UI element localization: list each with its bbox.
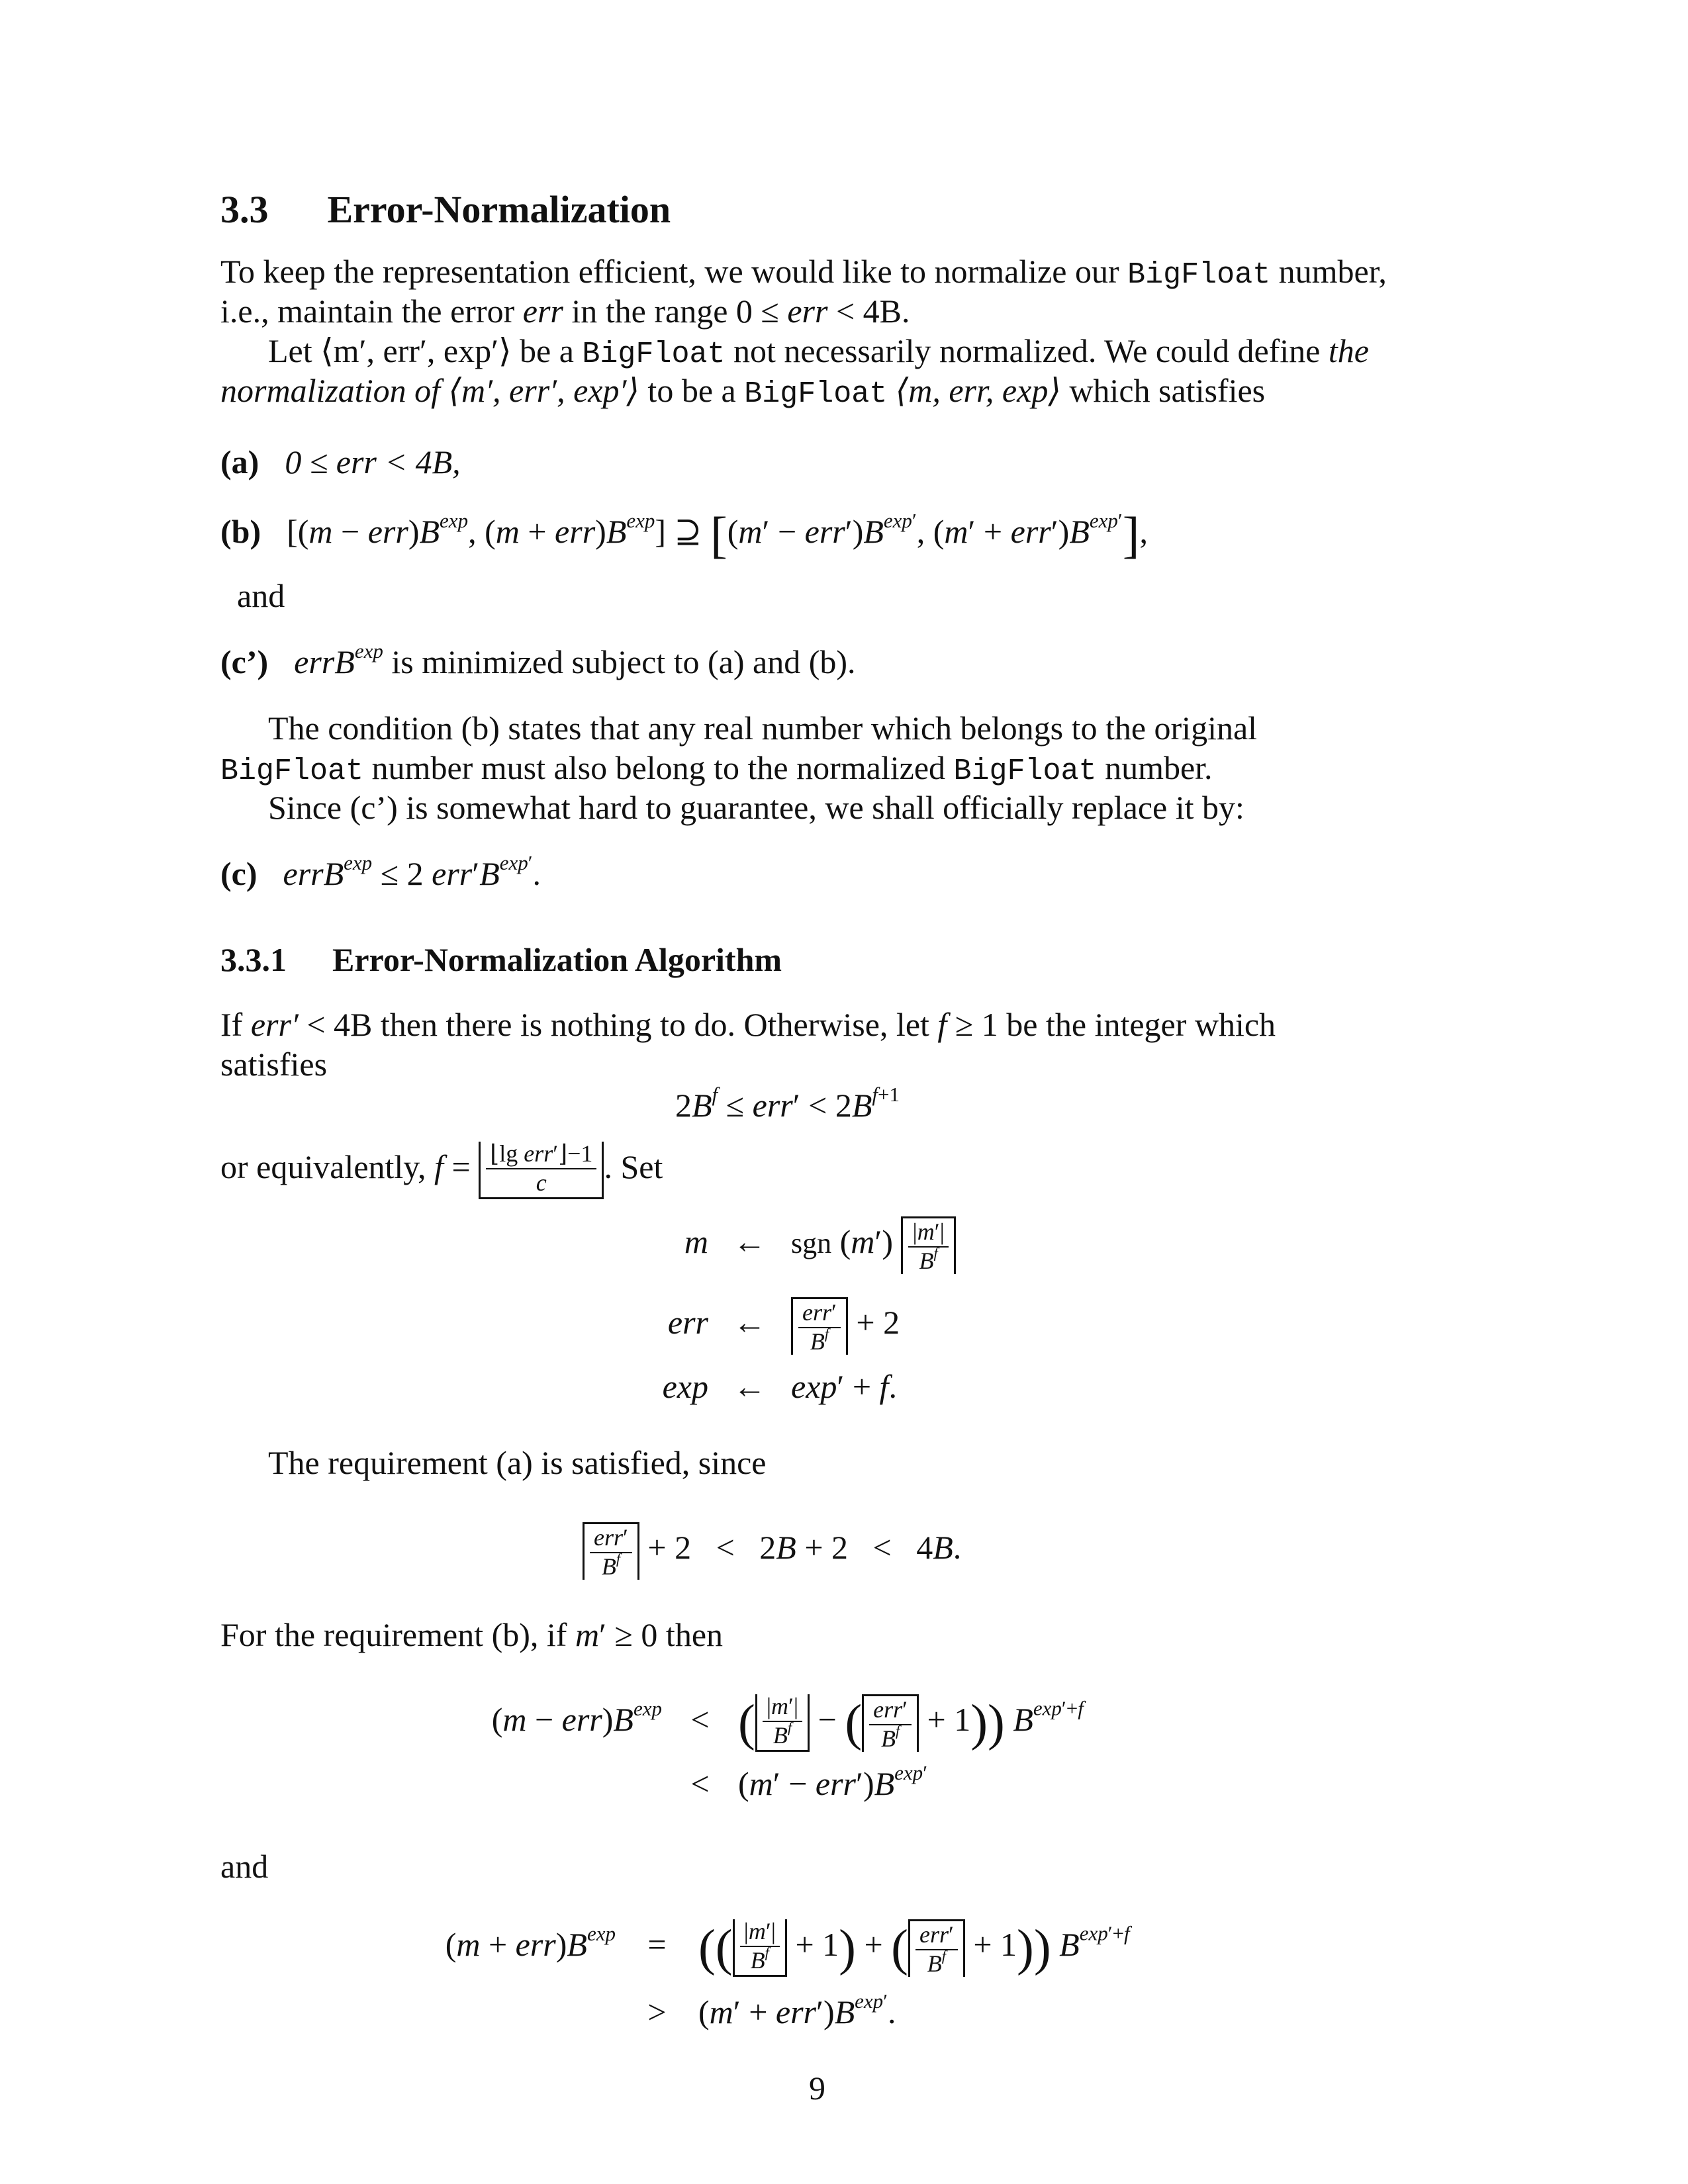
and-text-2: and: [220, 1848, 269, 1885]
and-text: and: [237, 577, 285, 614]
condition-c-prime-math: errB$^{exp}$: [294, 639, 383, 680]
req-b-eq-4: > $(m' + err')B^{exp'}$.: [647, 1989, 896, 2030]
req-a-equation: $\frac{\text{err′}}{B^f}$ + 2 < 2B + 2 < 4B.: [583, 1522, 961, 1580]
condition-c-label: (c): [220, 855, 258, 892]
section-number: 3.3: [220, 188, 269, 231]
assignment-m: m ← sgn (m′) $\frac{|m'|}{B^f}$: [635, 1216, 956, 1274]
math-f: f: [937, 1006, 947, 1043]
condition-a-math: 0 ≤ err < 4B,: [285, 443, 461, 480]
condition-c-prime-text: is minimized subject to (a) and (b).: [391, 643, 856, 680]
condition-c: [220, 850, 541, 893]
intro-text: i.e., maintain the error: [220, 293, 515, 330]
algo-line-2: satisfies: [220, 1046, 328, 1083]
code-bigfloat: BigFloat: [220, 754, 364, 788]
req-a-text: The requirement (a) is satisfied, since: [268, 1444, 767, 1481]
subsection-title: Error-Normalization Algorithm: [332, 941, 782, 978]
condition-b: [220, 506, 1148, 563]
page-number: 9: [809, 2070, 825, 2107]
math-tuple: ⟨m, err, exp⟩: [895, 372, 1061, 409]
code-bigfloat: BigFloat: [1127, 258, 1271, 292]
math-err-prime: err′: [250, 1006, 299, 1043]
ceil-expression: $\frac{\text{err′}}{B^f}$: [791, 1297, 848, 1355]
assignment-exp: exp ← exp′ + f.: [662, 1368, 897, 1405]
floor-expression: $\frac{\text{⌊lg err′⌋−1}}{c}$: [479, 1142, 604, 1199]
ceil-expression: $\frac{|m'|}{B^f}$: [901, 1216, 955, 1274]
intro-text: in the range 0 ≤: [571, 293, 779, 330]
subsection-number: 3.3.1: [220, 941, 287, 978]
intro-line-3: [268, 331, 1369, 373]
equation-bounds: $2B^f \le err' < 2B^{f+1}$: [675, 1082, 900, 1124]
subsection-heading: [220, 940, 782, 979]
algo-text: ≥ 0 then: [614, 1616, 724, 1653]
sgn-text: sgn: [791, 1226, 832, 1259]
req-b-eq-3: $(m + err)B^{exp}$ = (( $\frac{|m'|}{B^f}$ + 1) + ( $\frac{\text{err′}}{B^f}$ + 1)) $B^{exp'+f}$: [445, 1918, 1130, 1977]
algo-line-1: [220, 1005, 1276, 1044]
intro-text: which satisfies: [1069, 372, 1266, 409]
algo-text: For the requirement (b), if: [220, 1616, 567, 1653]
emph-normalization: normalization of: [220, 372, 440, 409]
math-err: err: [787, 293, 828, 330]
section-heading: [220, 187, 671, 233]
code-bigfloat: BigFloat: [953, 754, 1097, 788]
intro-line-4: [220, 371, 1265, 412]
condition-b-math: [$(m - err)B^{exp}$, $(m + err)B^{exp}$] ⊇ [$(m' - err')B^{exp'}$, $(m' + err')B^{exp'}$],: [287, 506, 1148, 563]
intro-text: To keep the representation efficient, we would like to normalize our: [220, 253, 1119, 290]
assignment-err: err ← $\frac{\text{err′}}{B^f}$ + 2: [635, 1297, 900, 1355]
para2-line-1: The condition (b) states that any real number which belongs to the original: [268, 709, 1258, 747]
algo-equiv-line: or equivalently, f = $\frac{\text{⌊lg err′⌋−1}}{c}$ . Set: [220, 1142, 663, 1199]
intro-text: < 4B.: [835, 293, 910, 330]
algo-text: If: [220, 1006, 243, 1043]
algo-text: < 4B then there is nothing to do. Otherwise, let: [306, 1006, 929, 1043]
algo-text: ≥ 1 be the integer which: [955, 1006, 1276, 1043]
intro-text: number,: [1278, 253, 1387, 290]
algo-text: or equivalently,: [220, 1148, 426, 1185]
condition-a: [220, 442, 461, 482]
req-b-eq-1: $(m - err)B^{exp}$ < ( $\frac{|m'|}{B^f}$ − ( $\frac{\text{err′}}{B^f}$ + 1)) $B^{exp'+f}$: [491, 1693, 1084, 1752]
intro-line-2: [220, 291, 910, 331]
plus-two: + 2: [856, 1303, 900, 1341]
req-b-eq-2: < $(m' - err')B^{exp'}$: [690, 1760, 927, 1802]
section-title: Error-Normalization: [327, 188, 671, 231]
math-tuple-primed: ⟨m′, err′, exp′⟩: [448, 372, 639, 409]
intro-text: Let ⟨m′, err′, exp′⟩ be a: [268, 332, 574, 369]
para2-line-2: [220, 748, 1213, 790]
req-b-text: For the requirement (b), if m′ ≥ 0 then: [220, 1616, 724, 1653]
code-bigfloat: BigFloat: [582, 338, 726, 371]
code-bigfloat: BigFloat: [744, 377, 888, 411]
condition-c-prime-label: (c’): [220, 643, 269, 680]
intro-text: to be a: [647, 372, 736, 409]
emph-the: the: [1328, 332, 1369, 369]
algo-text: . Set: [604, 1148, 663, 1185]
intro-text: not necessarily normalized. We could define: [733, 332, 1321, 369]
condition-c-prime: [220, 639, 856, 682]
para2-text: number.: [1105, 749, 1213, 786]
para2-line-3: Since (c’) is somewhat hard to guarantee, we shall officially replace it by:: [268, 789, 1244, 826]
condition-c-math: errB$^{exp}$ ≤ 2 $err'B^{exp'}$.: [283, 850, 541, 892]
intro-line-1: [220, 251, 1387, 293]
condition-b-label: (b): [220, 513, 261, 551]
math-err: err: [522, 293, 563, 330]
para2-text: number must also belong to the normalized: [371, 749, 946, 786]
condition-a-label: (a): [220, 443, 259, 480]
